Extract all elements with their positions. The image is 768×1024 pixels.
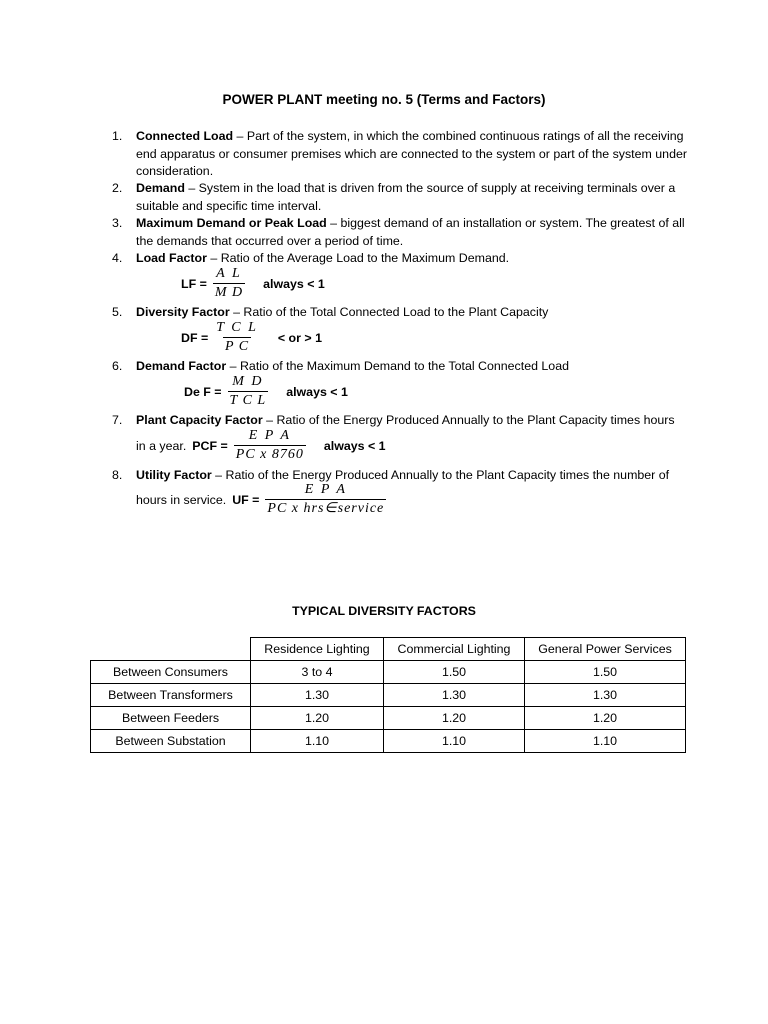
formula-lead-text: hours in service.	[136, 492, 227, 507]
item-description: – Ratio of the Average Load to the Maximum Demand.	[206, 251, 510, 265]
item-description: – biggest demand of an installation or system. The greatest of all the demands that occurred over a period of time.	[136, 216, 685, 248]
fraction-numerator: E P A	[248, 428, 291, 443]
item-text	[136, 215, 692, 250]
fraction-denominator: P C	[224, 339, 250, 354]
formula-label: UF =	[232, 492, 260, 507]
item-text	[136, 304, 692, 322]
item-number: 3.	[112, 216, 123, 230]
fraction	[234, 428, 306, 463]
formula-note: always < 1	[286, 384, 348, 399]
table-row	[91, 730, 686, 753]
item-description: – Ratio of the Energy Produced Annually to the Plant Capacity times the number of	[211, 468, 670, 482]
formula-demand-factor	[184, 374, 348, 409]
document-title: POWER PLANT meeting no. 5 (Terms and Factors)	[222, 92, 546, 107]
table-cell: 3 to 4	[251, 661, 384, 684]
row-header: Between Consumers	[91, 661, 251, 684]
item-term: Connected Load	[136, 129, 234, 143]
table-row	[91, 684, 686, 707]
row-header: Between Feeders	[91, 707, 251, 730]
fraction-denominator: PC x 8760	[235, 447, 304, 462]
table-cell: 1.20	[384, 707, 525, 730]
formula-note: always < 1	[263, 276, 325, 291]
diversity-factors-table	[90, 637, 686, 753]
formula-load-factor	[181, 266, 325, 301]
table-cell: 1.10	[251, 730, 384, 753]
row-header: Between Substation	[91, 730, 251, 753]
formula-lead-text: in a year.	[136, 438, 187, 453]
item-number: 6.	[112, 359, 123, 373]
fraction-numerator: E P A	[304, 482, 347, 497]
item-term: Demand Factor	[136, 359, 227, 373]
item-term: Demand	[136, 181, 185, 195]
item-term: Plant Capacity Factor	[136, 413, 263, 427]
table-header-row	[91, 638, 686, 661]
item-description: – Ratio of the Total Connected Load to the Plant Capacity	[229, 305, 549, 319]
fraction	[265, 482, 386, 517]
table-corner-cell	[91, 638, 251, 661]
item-description: – Ratio of the Maximum Demand to the Total Connected Load	[226, 359, 569, 373]
item-number: 1.	[112, 129, 123, 143]
formula-label: LF =	[181, 276, 207, 291]
item-description: – Part of the system, in which the combined continuous ratings of all the receiving end apparatus or consumer premises which are connected to the system or part of the system under consideration.	[136, 129, 687, 178]
table-title: TYPICAL DIVERSITY FACTORS	[292, 604, 476, 618]
item-number: 4.	[112, 251, 123, 265]
fraction-denominator: M D	[214, 285, 244, 300]
table-cell: 1.10	[384, 730, 525, 753]
fraction	[228, 374, 269, 409]
item-term: Diversity Factor	[136, 305, 230, 319]
table-cell: 1.50	[384, 661, 525, 684]
item-term: Load Factor	[136, 251, 207, 265]
item-number: 2.	[112, 181, 123, 195]
item-text	[136, 128, 692, 181]
item-term: Maximum Demand or Peak Load	[136, 216, 327, 230]
table-cell: 1.30	[384, 684, 525, 707]
table-cell: 1.10	[525, 730, 686, 753]
fraction	[214, 320, 260, 355]
formula-label: DF =	[181, 330, 209, 345]
item-number: 7.	[112, 413, 123, 427]
column-header: Commercial Lighting	[384, 638, 525, 661]
item-number: 8.	[112, 468, 123, 482]
item-description: – Ratio of the Energy Produced Annually to the Plant Capacity times hours	[262, 413, 675, 427]
formula-diversity-factor	[181, 320, 322, 355]
formula-utility-factor	[136, 482, 386, 517]
formula-note: always < 1	[323, 438, 386, 453]
fraction-denominator: PC x hrs∈service	[267, 501, 385, 516]
fraction	[213, 266, 245, 301]
formula-plant-capacity-factor	[136, 428, 386, 463]
column-header: Residence Lighting	[251, 638, 384, 661]
fraction-numerator: M D	[232, 374, 264, 389]
item-number: 5.	[112, 305, 123, 319]
item-text	[136, 180, 692, 215]
table-cell: 1.20	[251, 707, 384, 730]
fraction-numerator: A L	[216, 266, 242, 281]
row-header: Between Transformers	[91, 684, 251, 707]
column-header: General Power Services	[525, 638, 686, 661]
table-cell: 1.50	[525, 661, 686, 684]
table-cell: 1.30	[251, 684, 384, 707]
item-text	[136, 412, 692, 430]
item-description: – System in the load that is driven from the source of supply at receiving terminals over a suitable and specific time interval.	[136, 181, 676, 213]
item-text	[136, 250, 692, 268]
formula-note: < or > 1	[277, 330, 322, 345]
item-text	[136, 358, 692, 376]
table-row	[91, 707, 686, 730]
fraction-denominator: T C L	[229, 393, 267, 408]
table-row	[91, 661, 686, 684]
formula-label: De F =	[184, 384, 222, 399]
formula-label: PCF =	[192, 438, 228, 453]
item-term: Utility Factor	[136, 468, 212, 482]
fraction-numerator: T C L	[216, 320, 258, 335]
table-cell: 1.20	[525, 707, 686, 730]
table-cell: 1.30	[525, 684, 686, 707]
